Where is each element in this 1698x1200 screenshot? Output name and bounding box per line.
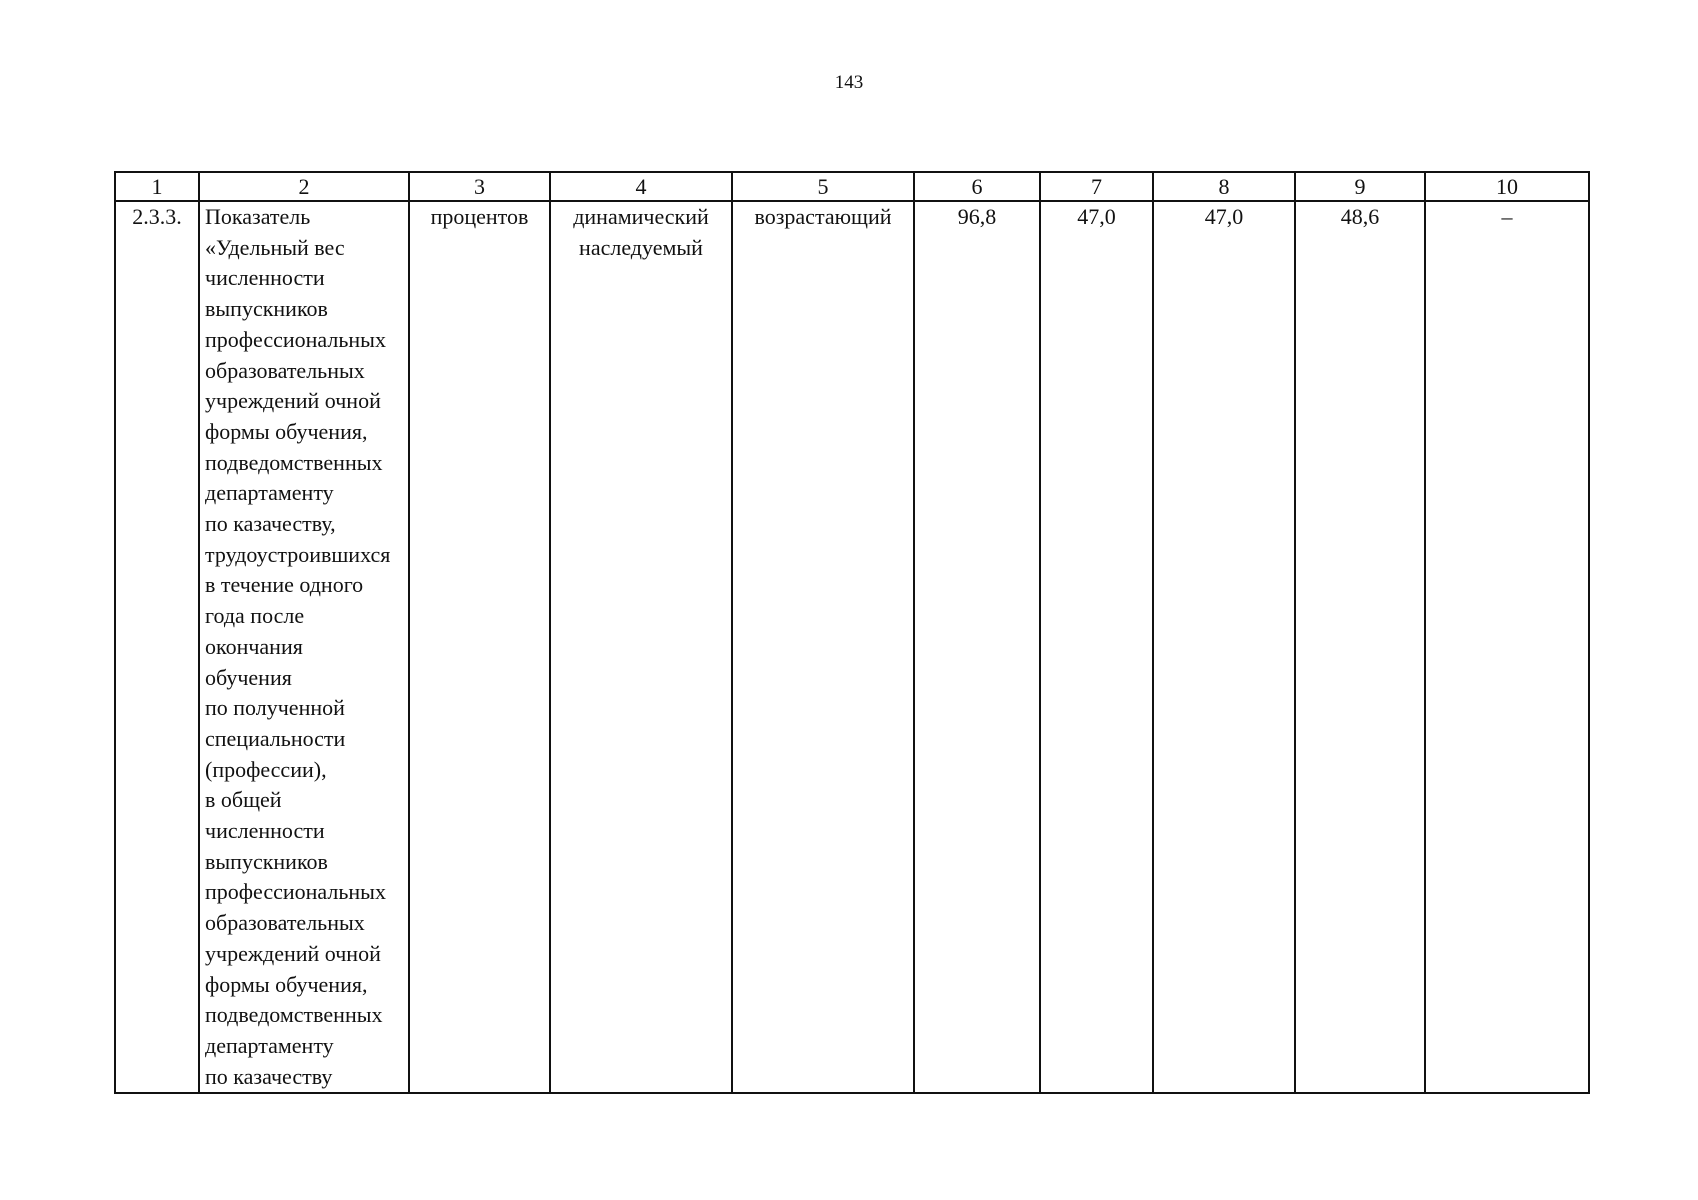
indicator-name-line: формы обучения, (205, 971, 368, 997)
value-cell-8: 47,0 (1153, 201, 1295, 1093)
indicator-name-line: департаменту (205, 480, 334, 506)
indicator-name-line: численности (205, 818, 325, 844)
indicator-name-line: окончания (205, 633, 303, 659)
header-cell-9: 9 (1295, 172, 1425, 201)
indicator-name-line: года после (205, 603, 305, 629)
value-cell-10: – (1425, 201, 1589, 1093)
indicator-name-line: численности (205, 265, 325, 291)
indicator-name-line: учреждений очной (205, 940, 381, 966)
unit-cell: процентов (409, 201, 550, 1093)
indicator-name-line: выпускников (205, 848, 328, 874)
header-cell-7: 7 (1040, 172, 1153, 201)
indicator-name-cell (199, 201, 409, 1093)
indicator-name-line: по казачеству (205, 1063, 333, 1089)
indicator-name-line: в течение одного (205, 572, 364, 598)
indicator-name-line: по казачеству, (205, 511, 336, 537)
indicator-table (114, 171, 1590, 1094)
indicator-name-line: специальности (205, 725, 346, 751)
header-cell-3: 3 (409, 172, 550, 201)
value-cell-7: 47,0 (1040, 201, 1153, 1093)
indicator-name-line: трудоустроившихся (205, 541, 391, 567)
row-number-cell: 2.3.3. (115, 201, 199, 1093)
header-cell-5: 5 (732, 172, 914, 201)
indicator-name-line: (профессии), (205, 756, 327, 782)
indicator-name-line: «Удельный вес (205, 234, 345, 260)
header-cell-4: 4 (550, 172, 732, 201)
page-number: 143 (834, 72, 864, 93)
value-cell-6: 96,8 (914, 201, 1040, 1093)
indicator-type-line: наследуемый (579, 234, 703, 260)
indicator-name-line: формы обучения, (205, 418, 368, 444)
indicator-name-line: подведомственных (205, 449, 383, 475)
indicator-name-line: профессиональных (205, 326, 386, 352)
indicator-type-line: динамический (573, 204, 709, 229)
header-cell-10: 10 (1425, 172, 1589, 201)
indicator-name-line: образовательных (205, 910, 365, 936)
header-cell-1: 1 (115, 172, 199, 201)
indicator-name-line: подведомственных (205, 1002, 383, 1028)
indicator-name-line: по полученной (205, 695, 345, 721)
indicator-name-line: образовательных (205, 357, 365, 383)
indicator-type-cell (550, 201, 732, 1093)
indicator-name-line: Показатель (205, 204, 311, 229)
trend-cell: возрастающий (732, 201, 914, 1093)
table-row (115, 201, 1589, 1093)
header-cell-8: 8 (1153, 172, 1295, 201)
indicator-name-line: учреждений очной (205, 388, 381, 414)
indicator-name-line: в общей (205, 787, 282, 813)
indicator-name-line: обучения (205, 664, 292, 690)
indicator-name-line: выпускников (205, 296, 328, 322)
indicator-name-line: профессиональных (205, 879, 386, 905)
header-cell-2: 2 (199, 172, 409, 201)
header-row (115, 172, 1589, 201)
header-cell-6: 6 (914, 172, 1040, 201)
indicator-name-line: департаменту (205, 1032, 334, 1058)
value-cell-9: 48,6 (1295, 201, 1425, 1093)
